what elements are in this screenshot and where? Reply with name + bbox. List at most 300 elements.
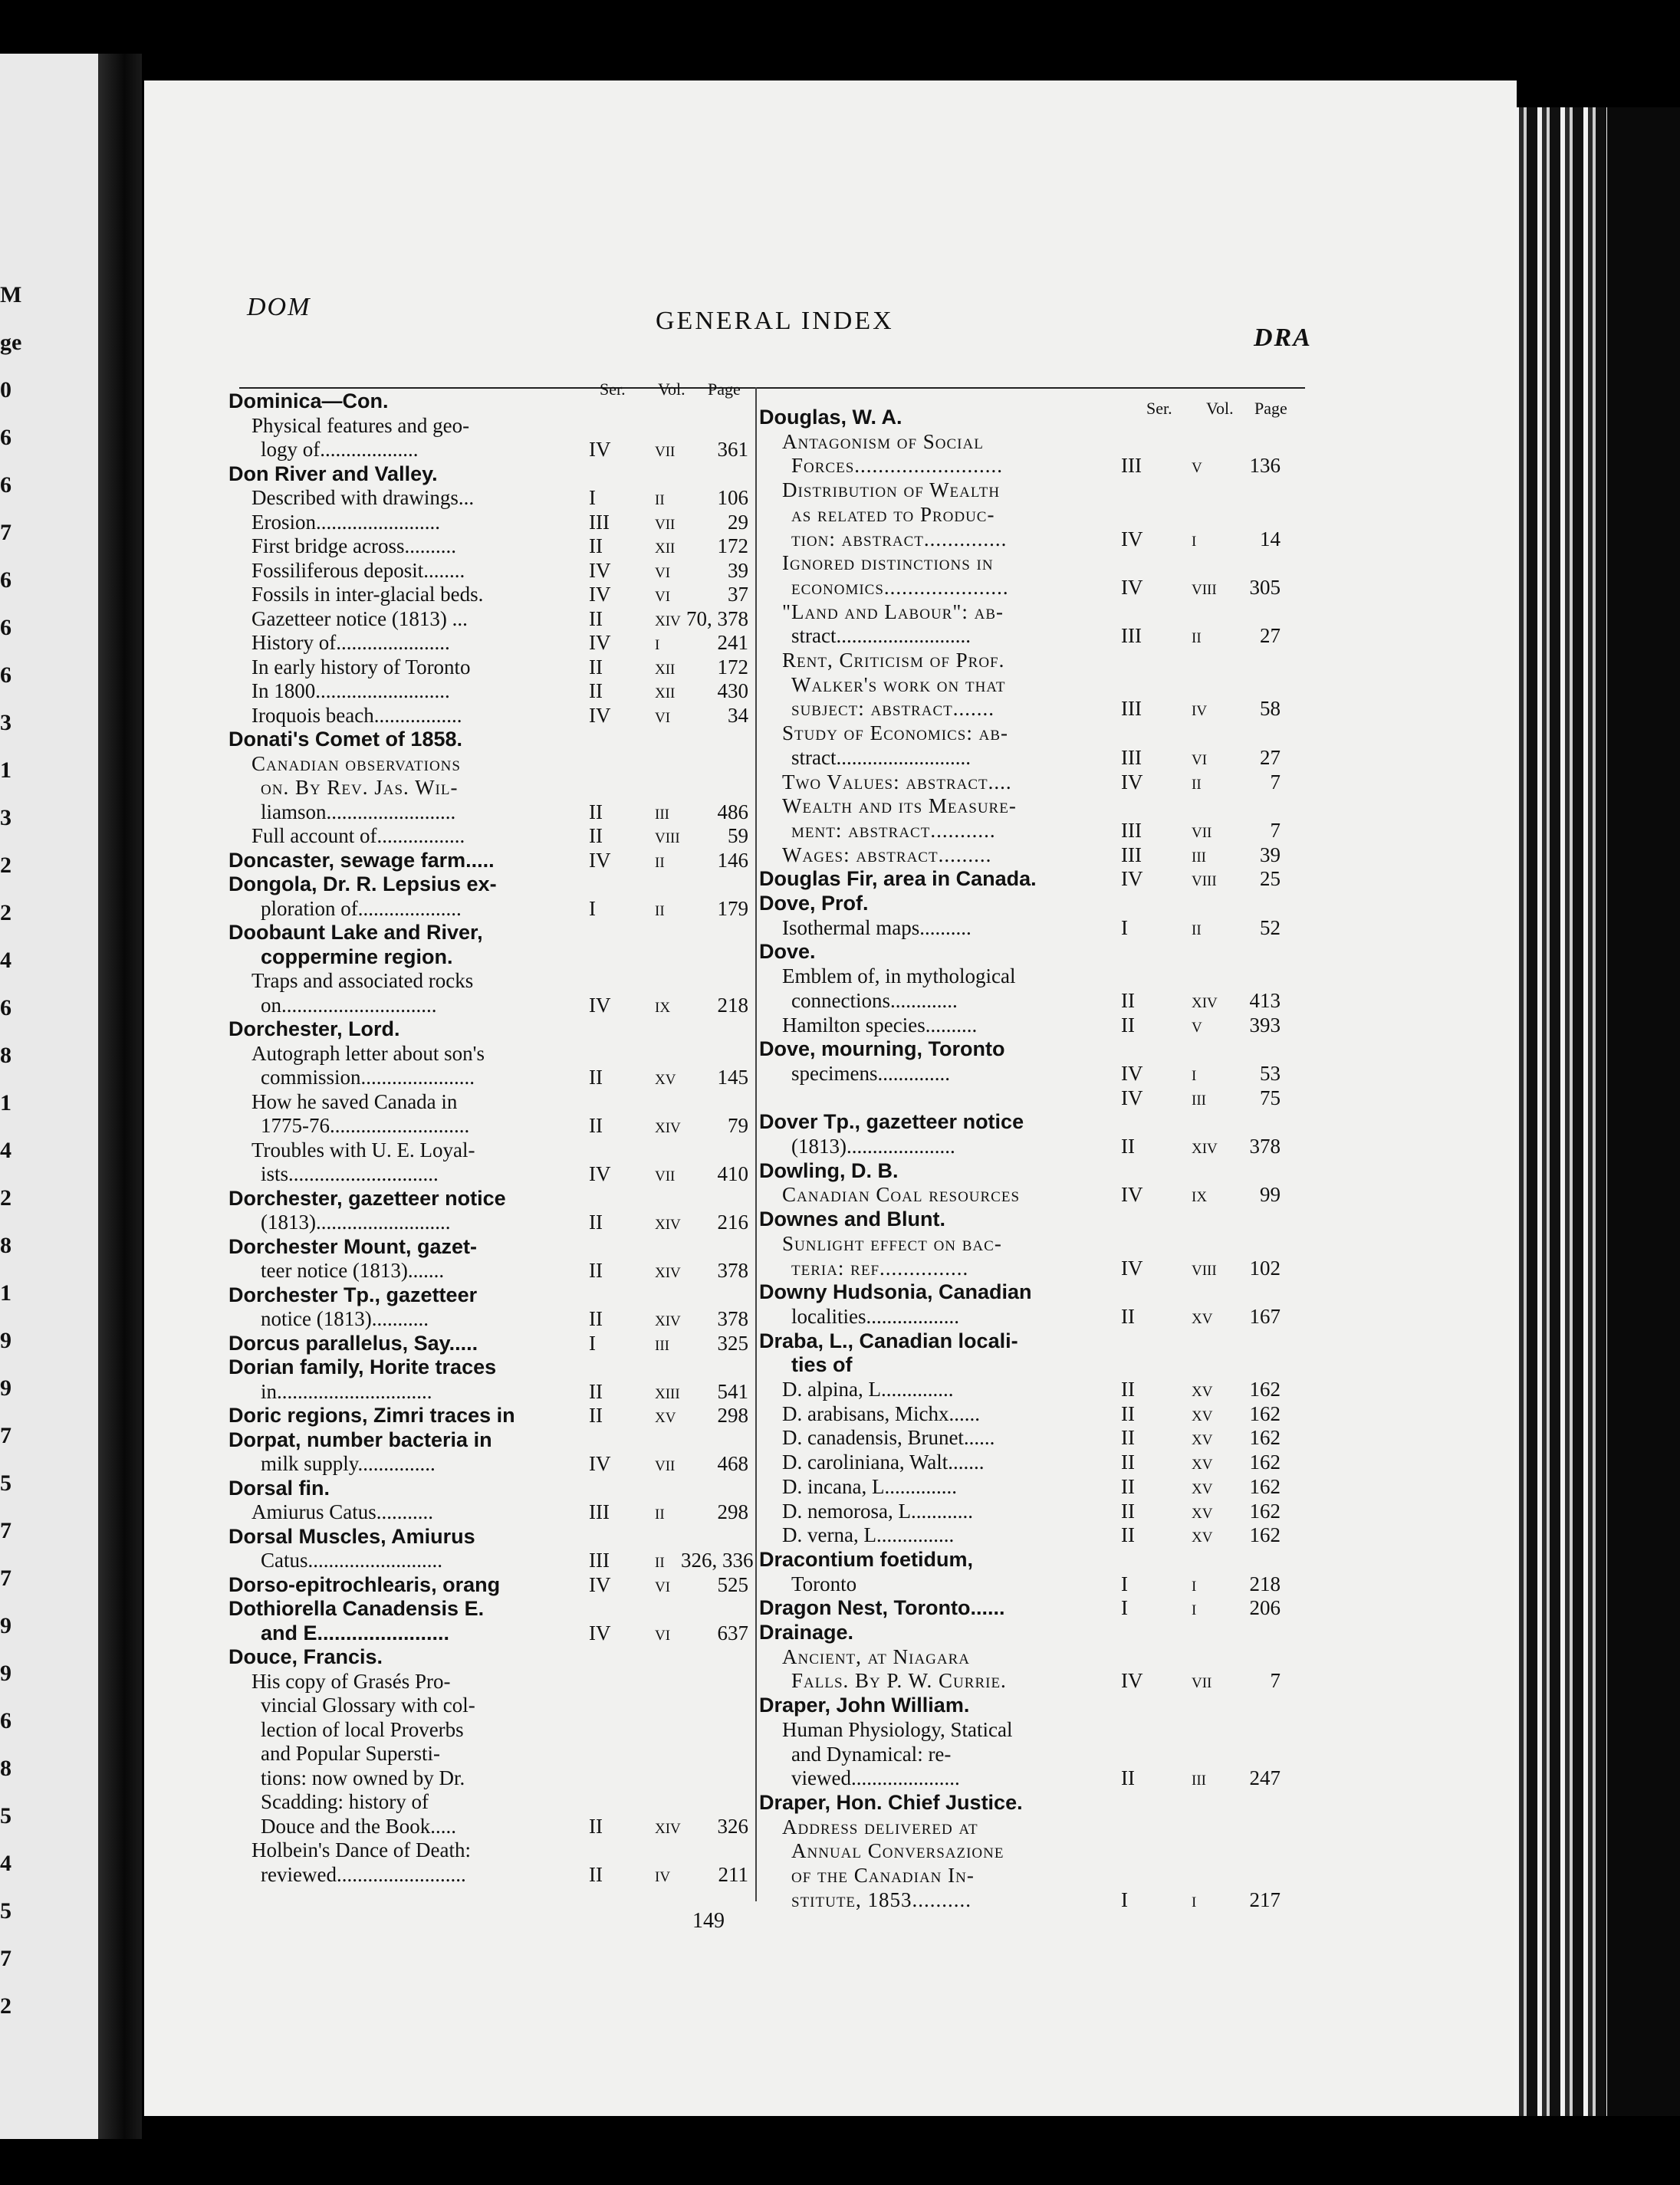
volume-ref: iii xyxy=(655,800,669,823)
series-ref: II xyxy=(589,679,603,702)
volume-ref: vi xyxy=(655,703,671,727)
page-number: 149 xyxy=(692,1909,725,1933)
volume-ref: xiii xyxy=(655,1379,680,1403)
entry-text: commission...................... xyxy=(261,1066,475,1089)
entry-text: "Land and Labour": ab- xyxy=(782,600,1004,623)
edge-fragment: M xyxy=(0,282,22,307)
page-ref: 378 xyxy=(717,1259,748,1282)
volume-ref: xv xyxy=(1192,1426,1213,1450)
entry-text: Autograph letter about son's xyxy=(252,1041,485,1065)
entry-text: coppermine region. xyxy=(261,945,453,968)
volume-ref: i xyxy=(1192,1596,1197,1620)
page-ref: 29 xyxy=(728,510,748,534)
entry-text: Dover Tp., gazetteer notice xyxy=(759,1110,1024,1134)
edge-fragment: 6 xyxy=(0,615,12,640)
entry-text: ploration of.................... xyxy=(261,896,462,920)
page-ref: 298 xyxy=(717,1500,748,1523)
series-ref: I xyxy=(1121,915,1128,939)
entry-text: Sunlight effect on bac- xyxy=(782,1231,1002,1255)
edge-fragment: 6 xyxy=(0,425,12,450)
series-ref: IV xyxy=(589,1162,611,1185)
series-ref: II xyxy=(1121,1451,1135,1474)
entry-text: viewed..................... xyxy=(791,1766,960,1790)
volume-ref: vii xyxy=(655,1452,676,1475)
entry-text: Distribution of Wealth xyxy=(782,478,1001,502)
series-ref: II xyxy=(589,1066,603,1089)
series-ref: IV xyxy=(589,438,611,461)
page-ref: 106 xyxy=(717,486,748,509)
entry-text: Fossils in inter-glacial beds. xyxy=(252,583,484,606)
page-ref: 79 xyxy=(728,1114,748,1137)
series-ref: II xyxy=(589,824,603,847)
entry-text: Dorchester Mount, gazet- xyxy=(228,1234,478,1258)
page-ref: 102 xyxy=(1249,1256,1281,1280)
volume-ref: iii xyxy=(1192,1766,1206,1790)
volume-ref: i xyxy=(1192,527,1197,550)
volume-ref: xv xyxy=(1192,1401,1213,1425)
page-ref: 486 xyxy=(717,800,748,823)
edge-fragment: 6 xyxy=(0,662,12,688)
entry-text: notice (1813)........... xyxy=(261,1307,429,1330)
entry-text: Walker's work on that xyxy=(791,672,1006,696)
series-ref: III xyxy=(589,1500,610,1523)
volume-ref: xiv xyxy=(655,1211,681,1234)
entry-text: Dorsal fin. xyxy=(228,1476,330,1500)
entry-text: Douce, Francis. xyxy=(228,1645,383,1668)
entry-text: Ancient, at Niagara xyxy=(782,1644,971,1668)
entry-text: Dorpat, number bacteria in xyxy=(228,1428,492,1451)
entry-text: teria: ref............... xyxy=(791,1256,969,1280)
entry-text: D. alpina, L.............. xyxy=(782,1378,954,1401)
series-ref: IV xyxy=(1121,770,1143,794)
volume-ref: i xyxy=(655,631,660,654)
series-ref: II xyxy=(1121,1401,1135,1425)
series-ref: IV xyxy=(589,848,611,872)
header-rule xyxy=(239,387,1305,389)
volume-ref: xv xyxy=(1192,1523,1213,1547)
entry-text: Study of Economics: ab- xyxy=(782,721,1009,745)
page-ref: 27 xyxy=(1260,624,1281,648)
entry-text: His copy of Grasés Pro- xyxy=(252,1669,451,1693)
edge-fragment: 4 xyxy=(0,1851,12,1876)
volume-ref: i xyxy=(1192,1888,1197,1911)
series-ref: II xyxy=(589,534,603,557)
entry-text: D. arabisans, Michx...... xyxy=(782,1401,980,1425)
entry-text: vincial Glossary with col- xyxy=(261,1694,475,1717)
series-ref: II xyxy=(1121,1378,1135,1401)
volume-ref: viii xyxy=(1192,867,1217,891)
volume-ref: ii xyxy=(1192,915,1202,939)
entry-text: Doobaunt Lake and River, xyxy=(228,921,483,944)
entry-text: Doncaster, sewage farm..... xyxy=(228,848,495,872)
volume-ref: xiv xyxy=(655,1259,681,1282)
series-ref: III xyxy=(1121,454,1142,478)
entry-text: Dove, Prof. xyxy=(759,892,869,915)
entry-text: Gazetteer notice (1813) ... xyxy=(252,606,468,630)
series-ref: IV xyxy=(589,703,611,727)
page-ref: 162 xyxy=(1249,1378,1281,1401)
edge-fragment: 5 xyxy=(0,1898,12,1924)
edge-fragment: 6 xyxy=(0,995,12,1020)
page-ref: 162 xyxy=(1249,1451,1281,1474)
right-col-header-page: Page xyxy=(1254,399,1287,418)
entry-text: Emblem of, in mythological xyxy=(782,964,1016,988)
volume-ref: xiv xyxy=(655,1814,681,1838)
entry-text: Canadian observations xyxy=(252,751,461,775)
running-head-left: DOM xyxy=(247,293,311,321)
series-ref: III xyxy=(1121,745,1142,769)
entry-text: and E....................... xyxy=(261,1621,450,1644)
page-ref: 206 xyxy=(1249,1596,1281,1620)
volume-ref: vii xyxy=(1192,1669,1212,1693)
entry-text: Dove, mourning, Toronto xyxy=(759,1037,1005,1061)
entry-text: Fossiliferous deposit........ xyxy=(252,558,465,582)
volume-ref: i xyxy=(1192,1061,1197,1085)
page-ref: 413 xyxy=(1249,988,1281,1012)
edge-fragment: 4 xyxy=(0,948,12,973)
entry-text: of the Canadian In- xyxy=(791,1864,975,1887)
entry-text: teer notice (1813)....... xyxy=(261,1259,445,1282)
series-ref: III xyxy=(1121,843,1142,866)
entry-text: Falls. By P. W. Currie. xyxy=(791,1669,1007,1693)
volume-ref: ii xyxy=(655,1549,665,1572)
entry-text: liamson......................... xyxy=(261,800,456,823)
edge-fragment: 7 xyxy=(0,1566,12,1591)
entry-text: Holbein's Dance of Death: xyxy=(252,1838,472,1861)
left-col-header-ser: Ser. xyxy=(600,380,626,399)
volume-ref: vii xyxy=(655,1162,676,1185)
volume-ref: ii xyxy=(655,1500,665,1523)
entry-text: Dracontium foetidum, xyxy=(759,1547,974,1571)
volume-ref: vi xyxy=(655,583,671,606)
page-ref: 39 xyxy=(728,558,748,582)
entry-text: Rent, Criticism of Prof. xyxy=(782,649,1005,672)
edge-fragment: 9 xyxy=(0,1613,12,1638)
entry-text: Dove. xyxy=(759,940,816,964)
entry-text: Dorcus parallelus, Say..... xyxy=(228,1331,478,1355)
volume-ref: viii xyxy=(1192,575,1217,599)
volume-ref: vii xyxy=(1192,818,1212,842)
series-ref: IV xyxy=(589,1572,611,1596)
volume-ref: iii xyxy=(1192,1086,1206,1109)
entry-text: Isothermal maps.......... xyxy=(782,915,972,939)
series-ref: IV xyxy=(589,1621,611,1644)
volume-ref: vi xyxy=(1192,745,1208,769)
page-ref: 393 xyxy=(1249,1013,1281,1037)
page-ref: 75 xyxy=(1260,1086,1281,1109)
book-gutter xyxy=(98,54,142,2139)
volume-ref: xiv xyxy=(655,606,681,630)
edge-fragment: 6 xyxy=(0,1708,12,1733)
edge-fragment: ge xyxy=(0,330,22,355)
volume-ref: vi xyxy=(655,558,671,582)
series-ref: IV xyxy=(1121,575,1143,599)
right-col-header-vol: Vol. xyxy=(1206,399,1234,418)
entry-text: Described with drawings... xyxy=(252,486,475,509)
entry-text: Dorsal Muscles, Amiurus xyxy=(228,1524,475,1548)
volume-ref: vi xyxy=(655,1621,671,1644)
page-ref: 326, 336 xyxy=(681,1549,754,1572)
page-ref: 58 xyxy=(1260,697,1281,721)
page-ref: 247 xyxy=(1249,1766,1281,1790)
entry-text: Ignored distinctions in xyxy=(782,551,994,575)
volume-ref: xv xyxy=(655,1066,676,1089)
page-ref: 361 xyxy=(717,438,748,461)
page-ref: 172 xyxy=(717,534,748,557)
edge-fragment: 8 xyxy=(0,1043,12,1068)
edge-fragment: 7 xyxy=(0,520,12,545)
entry-text: Traps and associated rocks xyxy=(252,969,474,992)
edge-fragment: 9 xyxy=(0,1661,12,1686)
right-col-header-ser: Ser. xyxy=(1146,399,1172,418)
series-ref: II xyxy=(589,1114,603,1137)
volume-ref: xii xyxy=(655,679,676,702)
entry-text: (1813).......................... xyxy=(261,1211,451,1234)
volume-ref: ii xyxy=(1192,624,1202,648)
series-ref: I xyxy=(1121,1572,1128,1595)
volume-ref: xv xyxy=(1192,1378,1213,1401)
edge-fragment: 5 xyxy=(0,1470,12,1496)
page-ref: 39 xyxy=(1260,843,1281,866)
series-ref: III xyxy=(1121,624,1142,648)
entry-text: Draper, John William. xyxy=(759,1694,970,1717)
series-ref: II xyxy=(589,1259,603,1282)
edge-fragment: 7 xyxy=(0,1518,12,1543)
page-ref: 7 xyxy=(1270,818,1281,842)
volume-ref: xv xyxy=(1192,1474,1213,1498)
series-ref: III xyxy=(589,1549,610,1572)
adjacent-page-edge xyxy=(0,54,142,2139)
page-ref: 146 xyxy=(717,848,748,872)
series-ref: II xyxy=(1121,988,1135,1012)
entry-text: Physical features and geo- xyxy=(252,413,470,437)
volume-ref: xiv xyxy=(655,1114,681,1137)
page-ref: 14 xyxy=(1260,527,1281,550)
entry-text: Annual Conversazione xyxy=(791,1839,1004,1863)
edge-fragment: 5 xyxy=(0,1803,12,1829)
page-ref: 326 xyxy=(717,1814,748,1838)
entry-text: and Dynamical: re- xyxy=(791,1742,952,1766)
series-ref: II xyxy=(589,1862,603,1886)
series-ref: III xyxy=(1121,697,1142,721)
entry-text: subject: abstract....... xyxy=(791,697,995,721)
volume-ref: iv xyxy=(655,1862,671,1886)
page-ref: 378 xyxy=(717,1307,748,1330)
volume-ref: ii xyxy=(655,848,665,872)
edge-fragment: 3 xyxy=(0,805,12,830)
series-ref: IV xyxy=(1121,1669,1143,1693)
entry-text: stract.......................... xyxy=(791,745,971,769)
edge-fragment: 6 xyxy=(0,472,12,498)
series-ref: IV xyxy=(1121,1256,1143,1280)
entry-text: Douglas Fir, area in Canada. xyxy=(759,867,1037,891)
entry-text: Dorchester Tp., gazetteer xyxy=(228,1283,478,1306)
entry-text: Dragon Nest, Toronto...... xyxy=(759,1596,1005,1620)
page-ref: 378 xyxy=(1249,1135,1281,1158)
volume-ref: xv xyxy=(1192,1499,1213,1523)
series-ref: IV xyxy=(1121,1183,1143,1207)
edge-fragment: 4 xyxy=(0,1138,12,1163)
entry-text: D. caroliniana, Walt....... xyxy=(782,1451,985,1474)
entry-text: Dothiorella Canadensis E. xyxy=(228,1597,485,1620)
volume-ref: vii xyxy=(655,510,676,534)
page-ref: 218 xyxy=(1249,1572,1281,1595)
entry-text: D. incana, L.............. xyxy=(782,1474,957,1498)
series-ref: IV xyxy=(589,631,611,654)
entry-text: How he saved Canada in xyxy=(252,1089,458,1113)
page-ref: 430 xyxy=(717,679,748,702)
page-ref: 541 xyxy=(717,1379,748,1403)
entry-text: and Popular Supersti- xyxy=(261,1742,440,1765)
series-ref: II xyxy=(1121,1426,1135,1450)
entry-text: D. canadensis, Brunet...... xyxy=(782,1426,995,1450)
entry-text: Don River and Valley. xyxy=(228,462,438,485)
series-ref: IV xyxy=(1121,1061,1143,1085)
entry-text: (1813)..................... xyxy=(791,1135,955,1158)
entry-text: Dowling, D. B. xyxy=(759,1158,899,1182)
page-ref: 525 xyxy=(717,1572,748,1596)
entry-text: stract.......................... xyxy=(791,624,971,648)
running-head-right: DRA xyxy=(1254,324,1312,352)
entry-text: localities.................. xyxy=(791,1304,959,1328)
page-ref: 325 xyxy=(717,1331,748,1355)
entry-text: Dorchester, gazetteer notice xyxy=(228,1186,506,1210)
edge-fragment: 8 xyxy=(0,1756,12,1781)
entry-text: tion: abstract.............. xyxy=(791,527,1008,550)
edge-fragment: 7 xyxy=(0,1946,12,1971)
page-ref: 7 xyxy=(1270,1669,1281,1693)
entry-text: in.............................. xyxy=(261,1379,432,1403)
page-ref: 59 xyxy=(728,824,748,847)
volume-ref: xii xyxy=(655,534,676,557)
series-ref: II xyxy=(589,1211,603,1234)
series-ref: III xyxy=(589,510,610,534)
series-ref: IV xyxy=(589,558,611,582)
series-ref: II xyxy=(589,606,603,630)
page-ref: 241 xyxy=(717,631,748,654)
series-ref: IV xyxy=(1121,527,1143,550)
entry-text: connections............. xyxy=(791,988,958,1012)
page-ref: 70, 378 xyxy=(686,606,748,630)
series-ref: IV xyxy=(1121,867,1143,891)
entry-text: Donati's Comet of 1858. xyxy=(228,728,462,751)
entry-text: Two Values: abstract.... xyxy=(782,770,1012,794)
volume-ref: xiv xyxy=(1192,1135,1218,1158)
entry-text: Downes and Blunt. xyxy=(759,1208,945,1231)
entry-text: Dorso-epitrochlearis, orang xyxy=(228,1572,501,1596)
series-ref: II xyxy=(589,1379,603,1403)
entry-text: milk supply............... xyxy=(261,1452,436,1475)
entry-text: Forces......................... xyxy=(791,454,1004,478)
edge-fragment: 9 xyxy=(0,1328,12,1353)
book-cover-edge xyxy=(1607,107,1680,2116)
page-ref: 305 xyxy=(1249,575,1281,599)
volume-ref: iii xyxy=(1192,843,1206,866)
entry-text: Douglas, W. A. xyxy=(759,406,902,429)
entry-text: on. By Rev. Jas. Wil- xyxy=(261,776,459,799)
entry-text: stitute, 1853.......... xyxy=(791,1888,972,1911)
entry-text: ties of xyxy=(791,1353,853,1377)
volume-ref: v xyxy=(1192,454,1202,478)
entry-text: tions: now owned by Dr. xyxy=(261,1766,465,1789)
entry-text: Human Physiology, Statical xyxy=(782,1717,1013,1741)
volume-ref: ii xyxy=(1192,770,1202,794)
entry-text: logy of................... xyxy=(261,438,419,461)
volume-ref: ix xyxy=(655,993,671,1017)
entry-text: Dorchester, Lord. xyxy=(228,1017,400,1040)
page-ref: 53 xyxy=(1260,1061,1281,1085)
entry-text: Dominica—Con. xyxy=(228,389,389,412)
left-col-header-page: Page xyxy=(708,380,741,399)
series-ref: III xyxy=(1121,818,1142,842)
entry-text: Canadian Coal resources xyxy=(782,1183,1021,1207)
series-ref: I xyxy=(589,486,596,509)
page-ref: 136 xyxy=(1249,454,1281,478)
series-ref: II xyxy=(589,1307,603,1330)
entry-text: 1775-76........................... xyxy=(261,1114,470,1137)
edge-fragment: 9 xyxy=(0,1375,12,1401)
page-ref: 99 xyxy=(1260,1183,1281,1207)
page-ref: 410 xyxy=(717,1162,748,1185)
volume-ref: viii xyxy=(1192,1256,1217,1280)
page-ref: 218 xyxy=(717,993,748,1017)
entry-text: History of...................... xyxy=(252,631,450,654)
volume-ref: xiv xyxy=(655,1307,681,1330)
entry-text: Toronto xyxy=(791,1572,857,1595)
entry-text: Downy Hudsonia, Canadian xyxy=(759,1280,1032,1304)
entry-text: Draper, Hon. Chief Justice. xyxy=(759,1790,1023,1814)
page-ref: 34 xyxy=(728,703,748,727)
page-ref: 211 xyxy=(718,1862,748,1886)
page-ref: 162 xyxy=(1249,1401,1281,1425)
page-ref: 145 xyxy=(717,1066,748,1089)
series-ref: IV xyxy=(589,583,611,606)
entry-text: Wealth and its Measure- xyxy=(782,794,1017,818)
edge-fragment: 1 xyxy=(0,1090,12,1116)
page-ref: 27 xyxy=(1260,745,1281,769)
entry-text: Troubles with U. E. Loyal- xyxy=(252,1138,475,1162)
entry-text: Drainage. xyxy=(759,1621,854,1644)
page-ref: 637 xyxy=(717,1621,748,1644)
entry-text: D. verna, L............... xyxy=(782,1523,955,1547)
page-ref: 216 xyxy=(717,1211,748,1234)
edge-fragment: 2 xyxy=(0,853,12,878)
entry-text: specimens.............. xyxy=(791,1061,950,1085)
series-ref: II xyxy=(1121,1304,1135,1328)
edge-fragment: 0 xyxy=(0,377,12,402)
volume-ref: xv xyxy=(1192,1304,1213,1328)
entry-text: In 1800.......................... xyxy=(252,679,450,702)
series-ref: I xyxy=(589,1331,596,1355)
series-ref: II xyxy=(1121,1013,1135,1037)
page-ref: 179 xyxy=(717,896,748,920)
edge-fragment: 2 xyxy=(0,1993,12,2019)
entry-text: D. nemorosa, L............ xyxy=(782,1499,973,1523)
volume-ref: vi xyxy=(655,1572,671,1596)
edge-fragment: 8 xyxy=(0,1233,12,1258)
page-ref: 162 xyxy=(1249,1474,1281,1498)
entry-text: Amiurus Catus........... xyxy=(252,1500,434,1523)
left-col-header-vol: Vol. xyxy=(658,380,685,399)
entry-text: Address delivered at xyxy=(782,1815,978,1838)
page-ref: 217 xyxy=(1249,1888,1281,1911)
series-ref: II xyxy=(1121,1766,1135,1790)
edge-fragment: 7 xyxy=(0,1423,12,1448)
volume-ref: iii xyxy=(655,1331,669,1355)
series-ref: II xyxy=(1121,1135,1135,1158)
entry-text: Full account of................. xyxy=(252,824,465,847)
page-ref: 298 xyxy=(717,1404,748,1427)
